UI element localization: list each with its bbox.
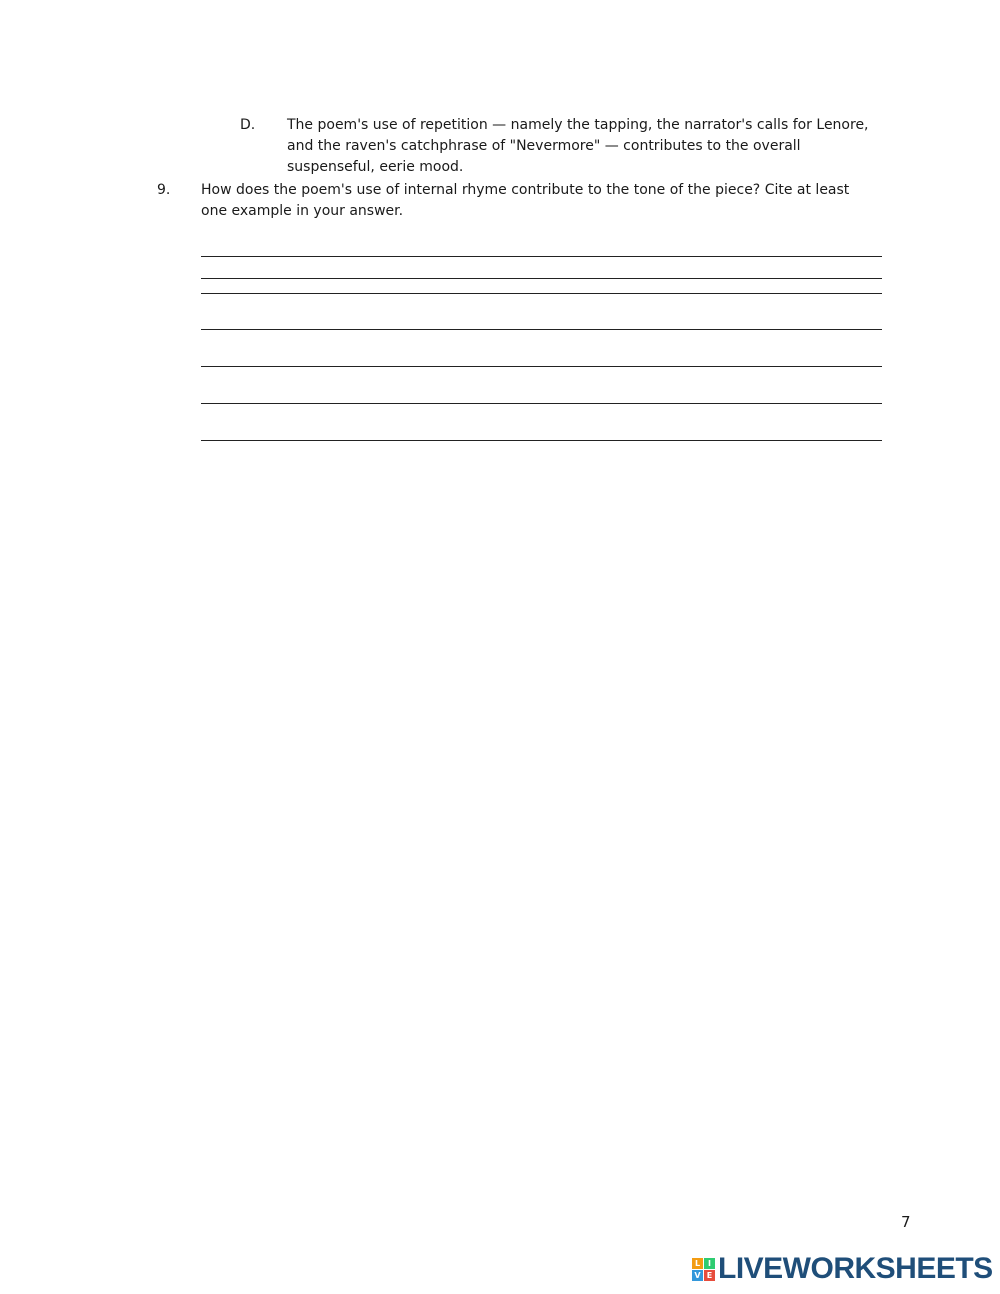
question-number: 9. (157, 182, 171, 198)
answer-line[interactable] (201, 366, 882, 367)
answer-line[interactable] (201, 278, 882, 279)
logo-wordmark: LIVEWORKSHEETS (718, 1252, 993, 1285)
answer-line[interactable] (201, 256, 882, 257)
answer-line[interactable] (201, 293, 882, 294)
logo-grid-letter: I (704, 1258, 715, 1269)
answer-line[interactable] (201, 440, 882, 441)
question-text: How does the poem's use of internal rhyme contribute to the tone of the piece? Cite at least one example in your answer. (201, 182, 850, 219)
answer-line[interactable] (201, 329, 882, 330)
liveworksheets-logo (692, 1253, 993, 1285)
logo-grid-letter: L (692, 1258, 703, 1269)
option-d-text: The poem's use of repetition — namely the tapping, the narrator's calls for Lenore, and the raven's catchphrase of "Nevermore" — contributes to the overall suspenseful, eerie mood. (287, 117, 869, 175)
answer-line[interactable] (201, 403, 882, 404)
logo-grid-icon (692, 1258, 715, 1281)
page-number: 7 (901, 1213, 911, 1231)
logo-grid-letter: E (704, 1270, 715, 1281)
logo-grid-letter: V (692, 1270, 703, 1281)
option-d-letter: D. (240, 117, 256, 133)
